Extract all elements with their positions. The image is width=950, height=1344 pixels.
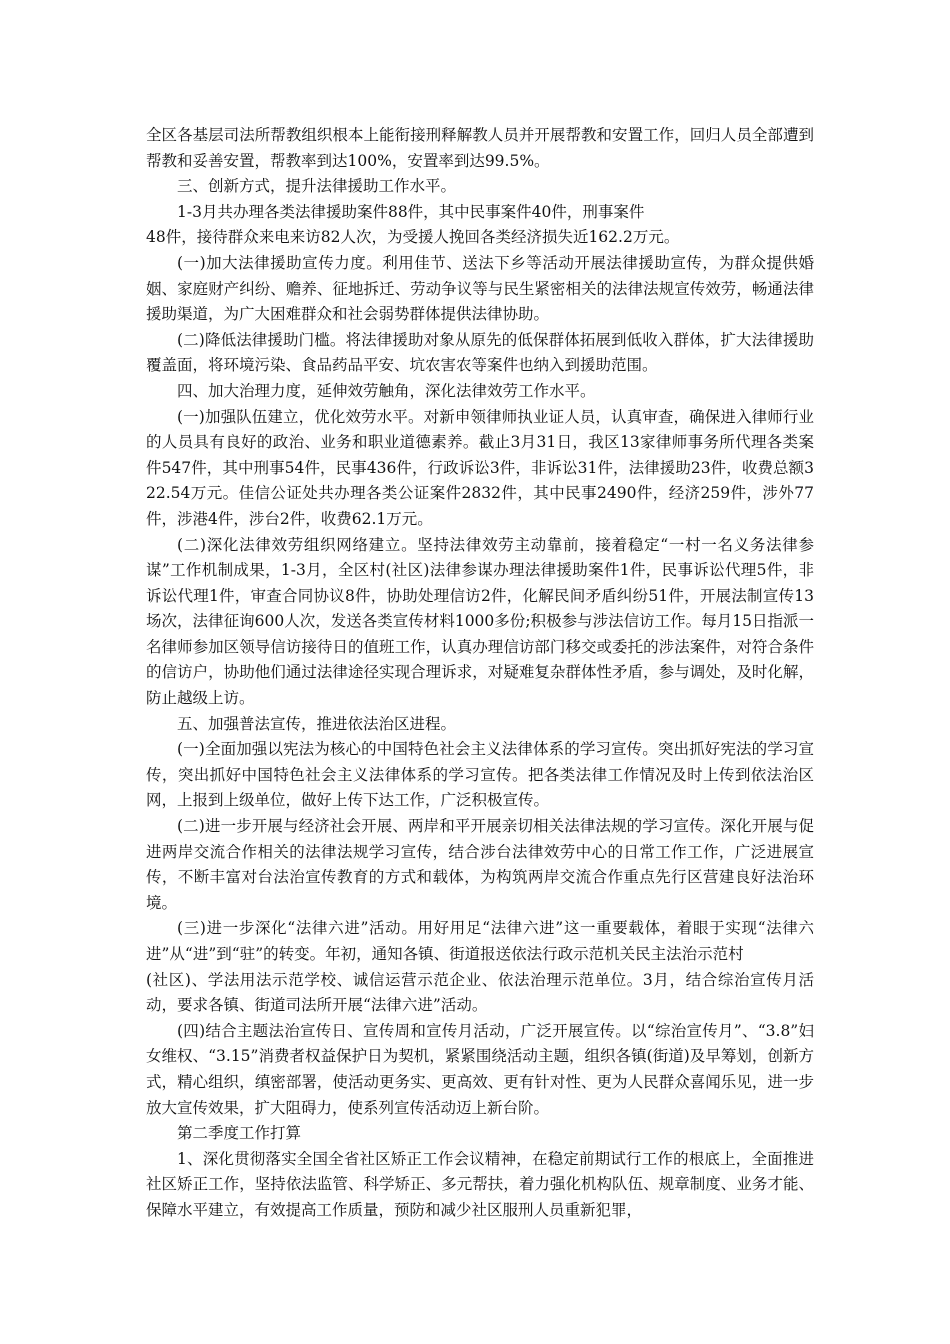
paragraph: (二)进一步开展与经济社会开展、两岸和平开展亲切相关法律法规的学习宣传。深化开展与促进两岸交流合作相关的法律法规学习宣传，结合涉台法律效劳中心的日常工作工作，广泛进展宣传，不断丰富对台法治宣传教育的方式和载体，为构筑两岸交流合作重点先行区营建良好法治环境。 (146, 817, 814, 912)
section-heading: 五、加强普法宣传，推进依法治区进程。 (177, 714, 457, 733)
paragraph: (社区)、学法用法示范学校、诚信运营示范企业、依法治理示范单位。3月，结合综治宣传月活动，要求各镇、街道司法所开展“法律六进”活动。 (146, 970, 814, 1015)
paragraph: (二)深化法律效劳组织网络建立。坚持法律效劳主动靠前，接着稳定“一村一名义务法律参谋”工作机制成果，1-3月，全区村(社区)法律参谋办理法律援助案件1件，民事诉讼代理5件，非诉讼代理1件，审查合同协议8件，协助处理信访2件，化解民间矛盾纠纷51件，开展法制宣传13场次，法律征询600人次，发送各类宣传材料1000多份;积极参与涉法信访工作。每月15日指派一名律师参加区领导信访接待日的值班工作，认真办理信访部门移交或委托的涉法案件，对符合条件的信访户，协助他们通过法律途径实现合理诉求，对疑难复杂群体性矛盾，参与调处，及时化解，防止越级上访。 (146, 535, 814, 708)
paragraph: (一)加大法律援助宣传力度。利用佳节、送法下乡等活动开展法律援助宣传，为群众提供婚姻、家庭财产纠纷、赡养、征地拆迁、劳动争议等与民生紧密相关的法律法规宣传效劳，畅通法律援助渠道，为广大困难群众和社会弱势群体提供法律协助。 (146, 253, 814, 324)
paragraph: (四)结合主题法治宣传日、宣传周和宣传月活动，广泛开展宣传。以“综治宣传月”、“3.8”妇女维权、“3.15”消费者权益保护日为契机，紧紧围绕活动主题，组织各镇(街道)及早筹划，创新方式，精心组织，缜密部署，使活动更务实、更高效、更有针对性、更为人民群众喜闻乐见，进一步放大宣传效果，扩大阻碍力，使系列宣传活动迈上新台阶。 (146, 1021, 814, 1117)
paragraph: (二)降低法律援助门槛。将法律援助对象从原先的低保群体拓展到低收入群体，扩大法律援助覆盖面，将环境污染、食品药品平安、坑农害农等案件也纳入到援助范围。 (146, 330, 814, 375)
paragraph: 1、深化贯彻落实全国全省社区矫正工作会议精神，在稳定前期试行工作的根底上，全面推进社区矫正工作，坚持依法监管、科学矫正、多元帮扶，着力强化机构队伍、规章制度、业务才能、保障水平建立，有效提高工作质量，预防和减少社区服刑人员重新犯罪， (146, 1149, 814, 1219)
paragraph: 48件，接待群众来电来访82人次，为受援人挽回各类经济损失近162.2万元。 (146, 228, 680, 247)
paragraph: (一)加强队伍建立，优化效劳水平。对新申领律师执业证人员，认真审查，确保进入律师行业的人员具有良好的政治、业务和职业道德素养。截止3月31日，我区13家律师事务所代理各类案件547件，其中刑事54件，民事436件，行政诉讼3件，非诉讼31件，法律援助23件，收费总额322.54万元。佳信公证处共办理各类公证案件2832件，其中民事2490件，经济259件，涉外77件，涉港4件，涉台2件，收费62.1万元。 (146, 407, 814, 528)
paragraph: (一)全面加强以宪法为核心的中国特色社会主义法律体系的学习宣传。突出抓好宪法的学习宣传，突出抓好中国特色社会主义法律体系的学习宣传。把各类法律工作情况及时上传到依法治区网，上报到上级单位，做好上传下达工作，广泛积极宣传。 (146, 740, 814, 810)
section-heading: 四、加大治理力度，延伸效劳触角，深化法律效劳工作水平。 (177, 381, 596, 400)
paragraph: 1-3月共办理各类法律援助案件88件，其中民事案件40件，刑事案件 (177, 202, 645, 221)
paragraph: 全区各基层司法所帮教组织根本上能衔接刑释解教人员并开展帮教和安置工作，回归人员全部遭到帮教和妥善安置，帮教率到达100%，安置率到达99.5%。 (146, 126, 814, 170)
document-page (146, 123, 814, 1224)
paragraph: (三)进一步深化“法律六进”活动。用好用足“法律六进”这一重要载体，着眼于实现“法律六进”从“进”到“驻”的转变。年初，通知各镇、街道报送依法行政示范机关民主法治示范村 (146, 919, 814, 963)
section-heading: 三、创新方式，提升法律援助工作水平。 (177, 177, 457, 196)
section-heading: 第二季度工作打算 (177, 1124, 302, 1143)
